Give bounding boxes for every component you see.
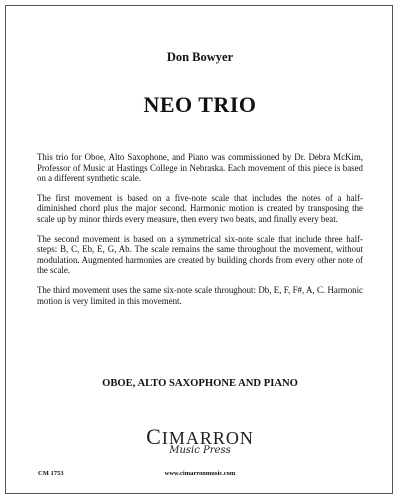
publisher-logo — [140, 424, 260, 456]
piece-title: NEO TRIO — [143, 92, 257, 117]
program-notes — [37, 152, 363, 315]
logo-rest: IMARRON — [161, 428, 254, 448]
program-note-paragraph: This trio for Oboe, Alto Saxophone, and Piano was commissioned by Dr. Debra McKim, Professor of Music at Hastings College in Nebraska. Each movement of this piece is based on a different synthetic scale. — [37, 152, 363, 184]
program-note-paragraph: The second movement is based on a symmetrical six-note scale that include three half-steps: B, C, Eb, E, G, Ab. The scale remains the same throughout the movement, without modulation. Augmented harmonies are created by building chords from every other note of the scale. — [37, 233, 363, 276]
instrumentation: OBOE, ALTO SAXOPHONE AND PIANO — [102, 378, 298, 389]
catalog-number: CM 1753 — [38, 470, 64, 477]
program-note-paragraph: The first movement is based on a five-note scale that includes the notes of a half-diminished chord plus the major second. Harmonic motion is created by transposing the scale up by minor thirds every measure, then every two beats, and finally every beat. — [37, 192, 363, 224]
composer-name: Don Bowyer — [166, 50, 234, 64]
publisher-url: www.cimarronmusic.com — [164, 470, 236, 477]
publisher-logo-subtitle: Music Press — [169, 445, 231, 456]
logo-initial: C — [146, 424, 162, 449]
program-note-paragraph: The third movement uses the same six-note scale throughout: Db, E, F, F#, A, C. Harmonic motion is very limited in this movement. — [37, 284, 363, 306]
